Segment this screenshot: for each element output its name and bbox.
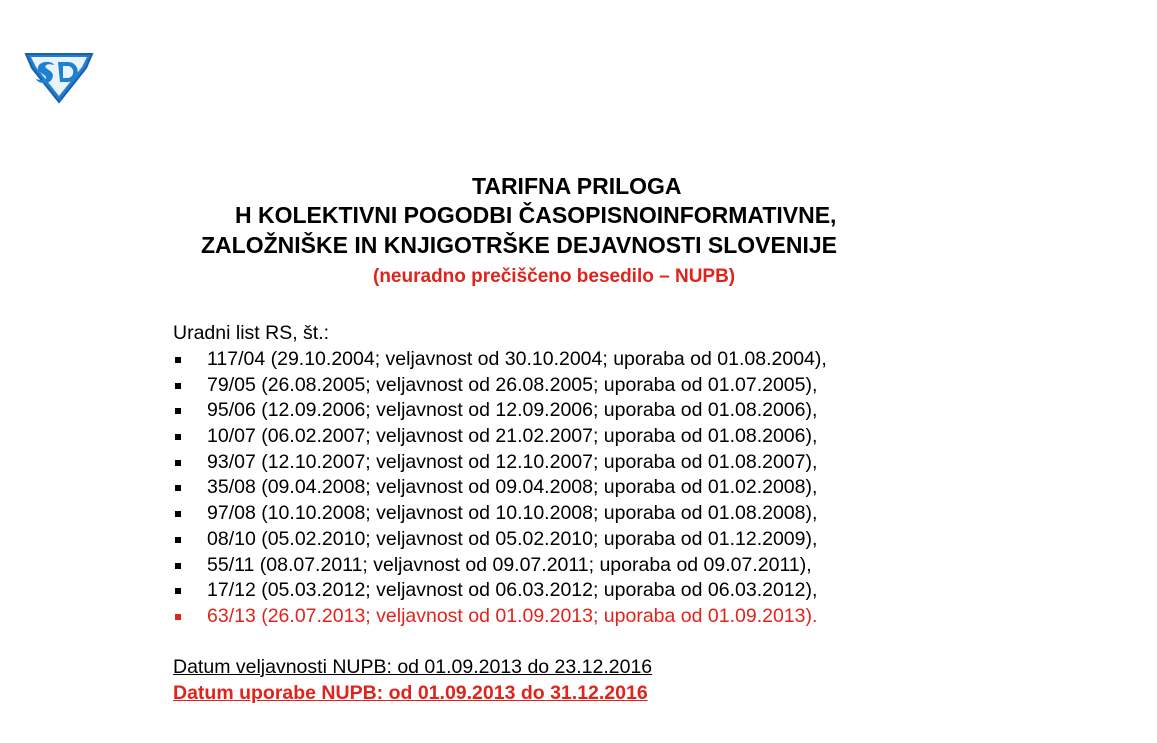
title-line-3: ZALOŽNIŠKE IN KNJIGOTRŠKE DEJAVNOSTI SLOVENIJE [201,232,837,258]
gazette-entry: 117/04 (29.10.2004; veljavnost od 30.10.2004; uporaba od 01.08.2004), [207,348,827,370]
usage-date: Datum uporabe NUPB: od 01.09.2013 do 31.12.2016 [173,682,648,704]
bullet-icon [175,511,181,517]
gazette-entry: 10/07 (06.02.2007; veljavnost od 21.02.2007; uporaba od 01.08.2006), [207,425,818,448]
bullet-icon [175,383,181,389]
gazette-entry: 93/07 (12.10.2007; veljavnost od 12.10.2007; uporaba od 01.08.2007), [207,450,818,473]
gazette-header: Uradni list RS, št.: [173,322,330,344]
validity-date: Datum veljavnosti NUPB: od 01.09.2013 do 23.12.2016 [173,656,653,678]
gazette-entry: 97/08 (10.10.2008; veljavnost od 10.10.2008; uporaba od 01.08.2008), [207,502,818,525]
bullet-icon [175,485,181,491]
bullet-icon [175,537,181,543]
document-subtitle: (neuradno prečiščeno besedilo – NUPB) [373,266,736,287]
bullet-icon [175,357,181,363]
logo [22,48,96,104]
gazette-entry: 08/10 (05.02.2010; veljavnost od 05.02.2010; uporaba od 01.12.2009), [207,527,818,550]
gazette-entry-latest: 63/13 (26.07.2013; veljavnost od 01.09.2013; uporaba od 01.09.2013). [207,604,818,627]
gazette-entry: 79/05 (26.08.2005; veljavnost od 26.08.2005; uporaba od 01.07.2005), [207,373,818,396]
title-line-2: H KOLEKTIVNI POGODBI ČASOPISNOINFORMATIVNE, [235,202,837,228]
title-line-1: TARIFNA PRILOGA [472,173,682,199]
gazette-entry: 55/11 (08.07.2011; veljavnost od 09.07.2011; uporaba od 09.07.2011), [207,553,812,576]
bullet-icon [175,408,181,414]
gazette-entry: 35/08 (09.04.2008; veljavnost od 09.04.2008; uporaba od 01.02.2008), [207,476,818,499]
gazette-entry: 17/12 (05.03.2012; veljavnost od 06.03.2012; uporaba od 06.03.2012), [207,579,818,602]
shield-logo-icon [22,48,96,104]
bullet-icon [175,460,181,466]
gazette-entry: 95/06 (12.09.2006; veljavnost od 12.09.2006; uporaba od 01.08.2006), [207,399,818,422]
bullet-icon [175,563,181,569]
bullet-icon [175,434,181,440]
bullet-icon [175,614,181,620]
bullet-icon [175,588,181,594]
